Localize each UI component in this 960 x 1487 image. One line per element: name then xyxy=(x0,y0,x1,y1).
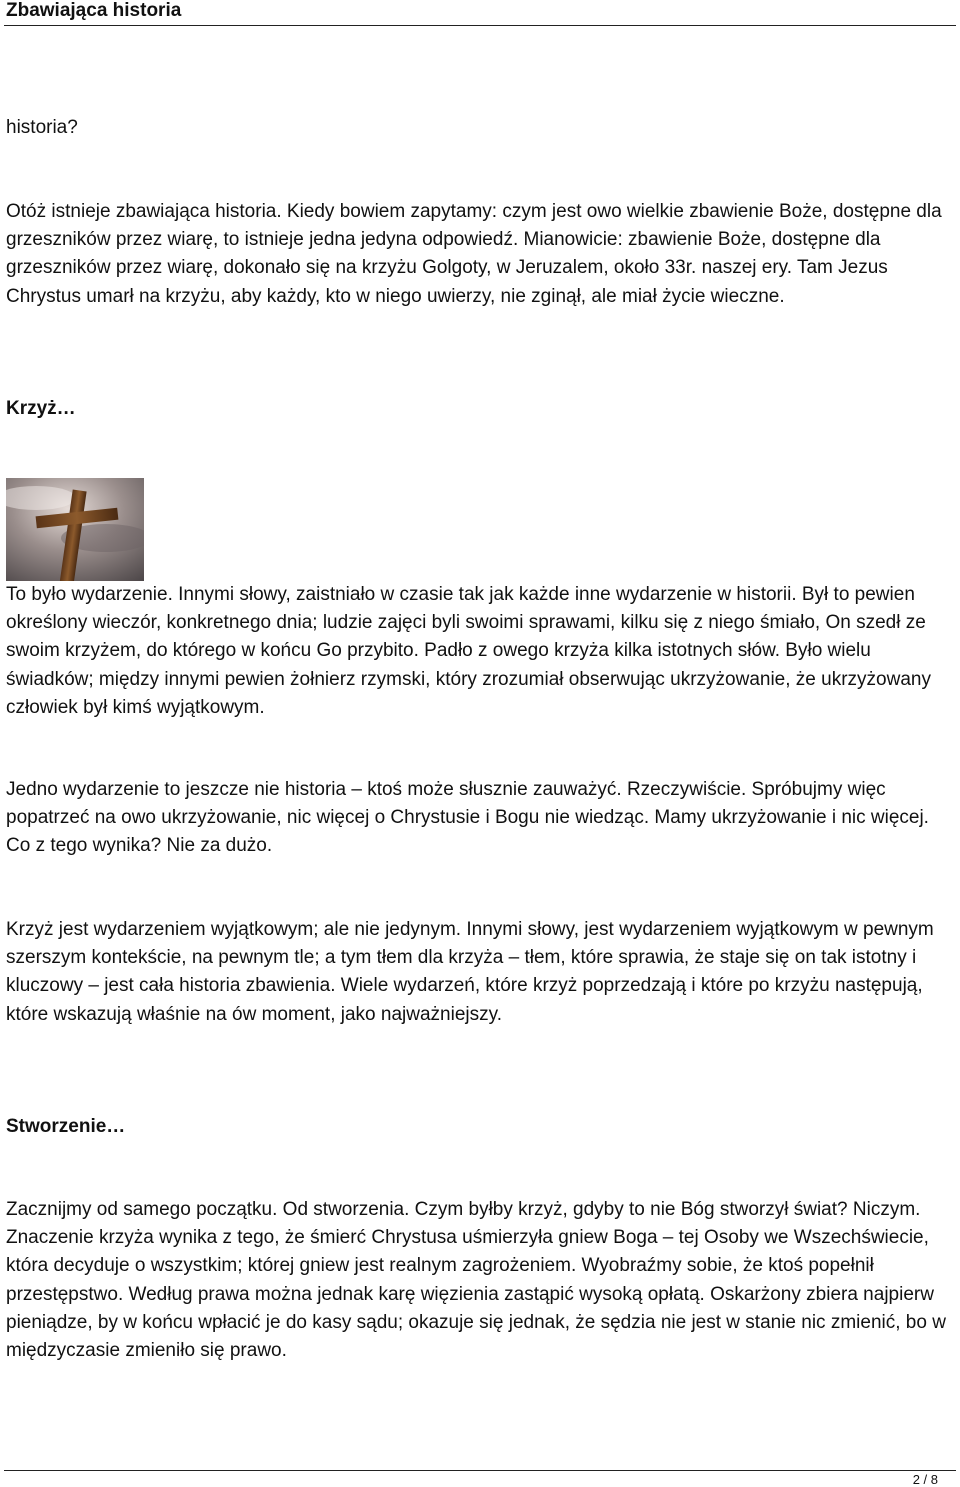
heading-stworzenie: Stworzenie… xyxy=(6,1116,126,1137)
paragraph-4: Krzyż jest wydarzeniem wyjątkowym; ale nie jedynym. Innymi słowy, jest wydarzeniem wyjątkowym w pewnym szerszym kontekście, na pewnym tle; a tym tłem dla krzyża – tłem, które sprawia, że staje się on tak istotny i kluczowy – jest cała historia zbawienia. Wiele wydarzeń, które krzyż poprzedzają i które po krzyżu następują, które wskazują właśnie na ów moment, jako najważniejszy. xyxy=(6,919,934,1025)
page-number: 2 / 8 xyxy=(912,1472,938,1487)
fragment-text: historia? xyxy=(6,117,78,138)
paragraph-3: Jedno wydarzenie to jeszcze nie historia – ktoś może słusznie zauważyć. Rzeczywiście. Spróbujmy więc popatrzeć na owo ukrzyżowanie, nic więcej o Chrystusie i Bogu nie wiedząc. Mamy ukrzyżowanie i nic więcej. Co z tego wynika? Nie za dużo. xyxy=(6,779,929,857)
heading-krzyz: Krzyż… xyxy=(6,398,76,419)
paragraph-5: Zacznijmy od samego początku. Od stworzenia. Czym byłby krzyż, gdyby to nie Bóg stworzył świat? Niczym. Znaczenie krzyża wynika z tego, że śmierć Chrystusa uśmierzyła gniew Boga – tej Osoby we Wszechświecie, która decyduje o wszystkim; której gniew jest realnym zagrożeniem. Wyobraźmy sobie, że ktoś popełnił przestępstwo. Według prawa można jednak karę więzienia zastąpić wysoką opłatą. Oskarżony zbiera najpierw pieniądze, by w końcu wpłacić je do kasy sądu; okazuje się jednak, że sędzia nie jest w stanie nic zmienić, bo w międzyczasie zmieniło się prawo. xyxy=(6,1199,946,1362)
paragraph-1: Otóż istnieje zbawiająca historia. Kiedy bowiem zapytamy: czym jest owo wielkie zbawienie Boże, dostępne dla grzeszników przez wiarę, to istnieje jedna jedyna odpowiedź. Mianowicie: zbawienie Boże, dostępne dla grzeszników przez wiarę, dokonało się na krzyżu Golgoty, w Jeruzalem, około 33r. naszej ery. Tam Jezus Chrystus umarł na krzyżu, aby każdy, kto w niego uwierzy, nie zginął, ale miał życie wieczne. xyxy=(6,201,942,307)
document-title: Zbawiająca historia xyxy=(6,0,182,21)
footer-divider xyxy=(4,1470,956,1471)
paragraph-2: To było wydarzenie. Innymi słowy, zaistniało w czasie tak jak każde inne wydarzenie w historii. Był to pewien określony wieczór, konkretnego dnia; ludzie zajęci byli swoimi sprawami, kilku się z niego śmiało, On szedł ze swoim krzyżem, do którego w końcu Go przybito. Padło z owego krzyża kilka istotnych słów. Było wielu świadków; między innymi pewien żołnierz rzymski, który zrozumiał obserwując ukrzyżowanie, że ukrzyżowany człowiek był kimś wyjątkowym. xyxy=(6,584,931,718)
header-divider xyxy=(4,25,956,26)
cross-image xyxy=(6,478,144,581)
